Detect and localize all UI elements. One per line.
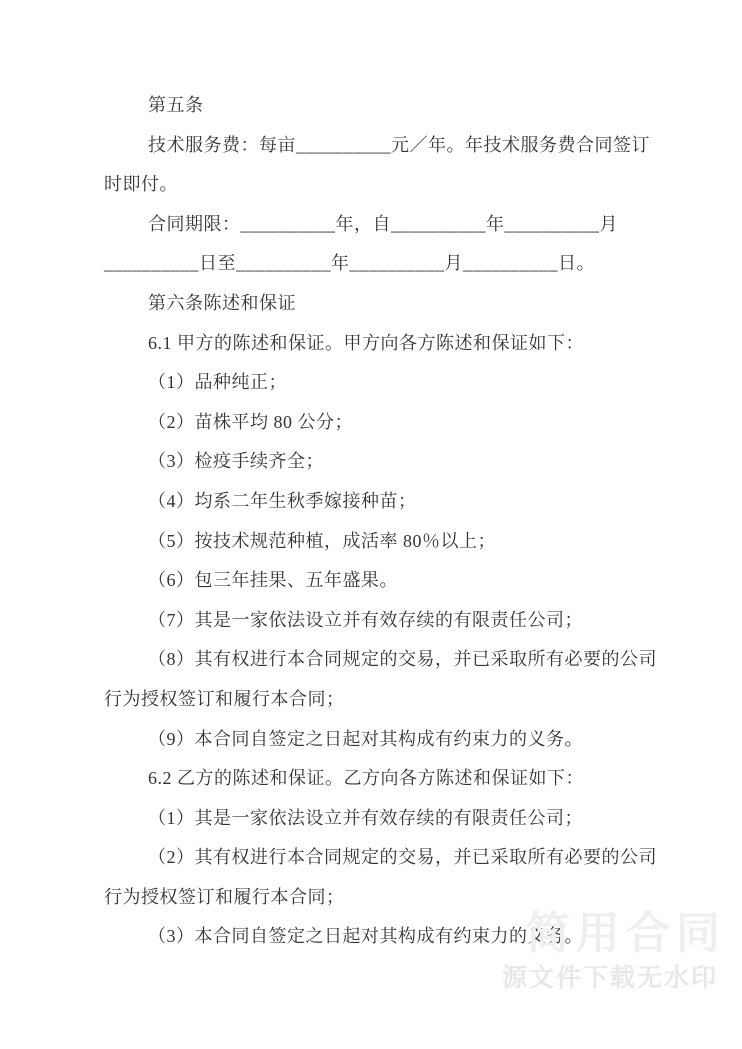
- contract-line: （3）本合同自签定之日起对其构成有约束力的义务。: [148, 926, 583, 947]
- contract-line: （7）其是一家依法设立并有效存续的有限责任公司；: [148, 609, 583, 630]
- contract-line: （1）其是一家依法设立并有效存续的有限责任公司；: [148, 807, 583, 828]
- watermark-tagline: 源文件下载无水印: [501, 964, 718, 992]
- contract-line: （3）检疫手续齐全；: [148, 451, 324, 472]
- contract-line: 时即付。: [104, 174, 178, 195]
- contract-line: __________日至__________年__________月__________日。: [104, 253, 595, 274]
- contract-line: 合同期限：__________年，自__________年__________月: [148, 213, 618, 234]
- contract-line: （6）包三年挂果、五年盛果。: [148, 570, 398, 591]
- contract-body: [104, 86, 657, 957]
- watermark-logo-text: 简用合同: [526, 909, 726, 958]
- contract-line: 技术服务费：每亩__________元／年。年技术服务费合同签订: [148, 134, 650, 155]
- contract-line: （4）均系二年生秋季嫁接种苗；: [148, 490, 417, 511]
- contract-line: 行为授权签订和履行本合同；: [104, 886, 345, 907]
- contract-line: （8）其有权进行本合同规定的交易，并已采取所有必要的公司: [148, 649, 657, 670]
- contract-line: （1）品种纯正；: [148, 372, 287, 393]
- contract-line: 行为授权签订和履行本合同；: [104, 688, 345, 709]
- article-6-heading: 第六条陈述和保证: [148, 292, 296, 313]
- contract-line: （2）苗株平均 80 公分；: [148, 411, 353, 432]
- contract-line: （9）本合同自签定之日起对其构成有约束力的义务。: [148, 728, 583, 749]
- clause-6-1: 6.1 甲方的陈述和保证。甲方向各方陈述和保证如下：: [148, 332, 584, 353]
- contract-line: （2）其有权进行本合同规定的交易，并已采取所有必要的公司: [148, 847, 657, 868]
- clause-6-2: 6.2 乙方的陈述和保证。乙方向各方陈述和保证如下：: [148, 768, 584, 789]
- contract-line: （5）按技术规范种植，成活率 80％以上；: [148, 530, 496, 551]
- article-5-heading: 第五条: [148, 95, 204, 115]
